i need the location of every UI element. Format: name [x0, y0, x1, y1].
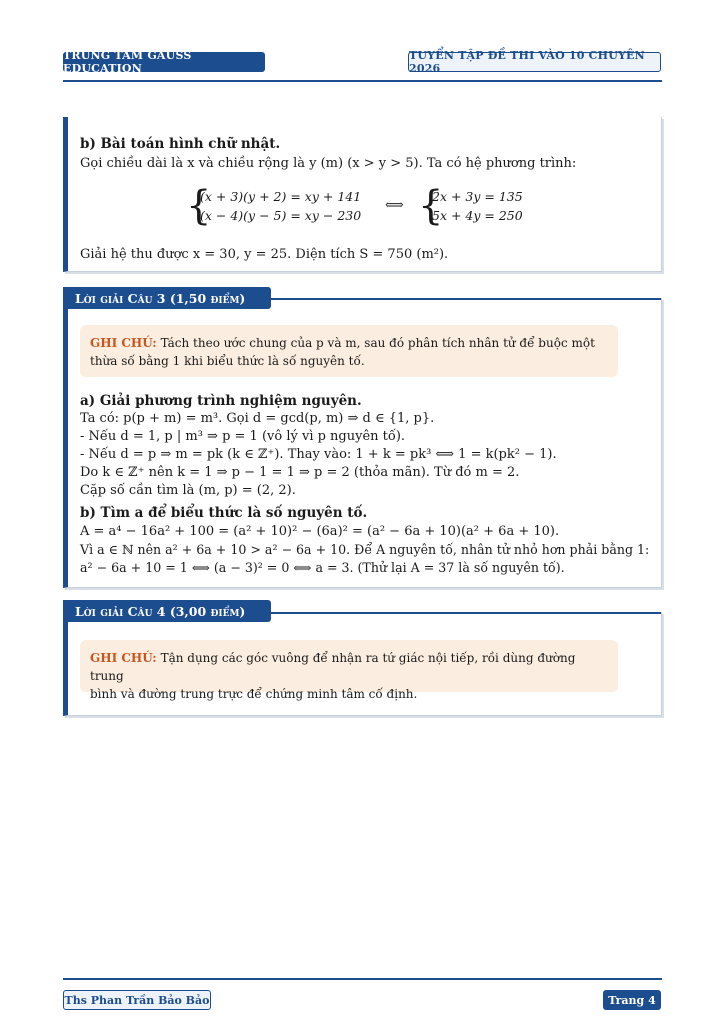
- cau3-title: Lời giải Câu 3 (1,50 điểm): [63, 287, 271, 309]
- cau3-note-line1: Tách theo ước chung của p và m, sau đó phân tích nhân tử để buộc một: [160, 336, 595, 350]
- cau3-a-line1: Ta có: p(p + m) = m³. Gọi d = gcd(p, m) ⇒ d ∈ {1, p}.: [80, 411, 435, 426]
- cau4-note-label: GHI CHÚ:: [90, 651, 157, 665]
- equivalence-symbol: ⟺: [385, 198, 404, 213]
- system-right-eq2: 5x + 4y = 250: [432, 208, 523, 223]
- footer-divider: [63, 978, 662, 980]
- cau4-title: Lời giải Câu 4 (3,00 điểm): [63, 600, 271, 622]
- rect-intro: Gọi chiều dài là x và chiều rộng là y (m) (x > y > 5). Ta có hệ phương trình:: [80, 156, 577, 171]
- cau3-a-line4: Do k ∈ ℤ⁺ nên k = 1 ⇒ p − 1 = 1 ⇒ p = 2 (thỏa mãn). Từ đó m = 2.: [80, 465, 520, 480]
- system-left-eq2: (x − 4)(y − 5) = xy − 230: [200, 208, 362, 223]
- cau3-note: [80, 325, 618, 377]
- left-brace: {: [186, 183, 212, 229]
- cau3-b-line1: A = a⁴ − 16a² + 100 = (a² + 10)² − (6a)² = (a² − 6a + 10)(a² + 6a + 10).: [80, 524, 560, 539]
- footer-page-number: Trang 4: [603, 990, 661, 1010]
- footer-author: Ths Phan Trần Bảo Bảo: [63, 990, 211, 1010]
- cau3-a-line5: Cặp số cần tìm là (m, p) = (2, 2).: [80, 483, 296, 498]
- system-right: [432, 187, 523, 225]
- cau3-b-heading: b) Tìm a để biểu thức là số nguyên tố.: [80, 505, 368, 521]
- system-right-eq1: 2x + 3y = 135: [432, 189, 523, 204]
- header-divider: [63, 80, 662, 82]
- cau3-a-line3: - Nếu d = p ⇒ m = pk (k ∈ ℤ⁺). Thay vào: 1 + k = pk³ ⟺ 1 = k(pk² − 1).: [80, 447, 557, 462]
- header-center-name: TRUNG TÂM GAUSS EDUCATION: [63, 52, 265, 72]
- cau3-b-line2: Vì a ∈ ℕ nên a² + 6a + 10 > a² − 6a + 10. Để A nguyên tố, nhân tử nhỏ hơn phải bằng 1:: [80, 542, 650, 557]
- cau3-a-line2: - Nếu d = 1, p | m³ ⇒ p = 1 (vô lý vì p nguyên tố).: [80, 429, 406, 444]
- cau3-note-label: GHI CHÚ:: [90, 336, 157, 350]
- system-left: [200, 187, 361, 225]
- system-left-eq1: (x + 3)(y + 2) = xy + 141: [200, 189, 362, 204]
- cau4-note: [80, 640, 618, 701]
- header-book-title: TUYỂN TẬP ĐỀ THI VÀO 10 CHUYÊN 2026: [408, 52, 661, 72]
- cau3-a-heading: a) Giải phương trình nghiệm nguyên.: [80, 393, 362, 409]
- cau3-b-line3: a² − 6a + 10 = 1 ⟺ (a − 3)² = 0 ⟺ a = 3. (Thử lại A = 37 là số nguyên tố).: [80, 560, 565, 575]
- cau3-note-line2: thừa số bằng 1 khi biểu thức là số nguyên tố.: [90, 354, 365, 368]
- rect-result: Giải hệ thu được x = 30, y = 25. Diện tích S = 750 (m²).: [80, 247, 449, 262]
- cau4-note-line1: Tận dụng các góc vuông để nhận ra tứ giác nội tiếp, rồi dùng đường trung: [90, 651, 576, 683]
- right-brace: {: [418, 183, 444, 229]
- rect-heading: b) Bài toán hình chữ nhật.: [80, 136, 281, 152]
- cau4-note-line2: bình và đường trung trực để chứng minh tâm cố định.: [90, 687, 418, 701]
